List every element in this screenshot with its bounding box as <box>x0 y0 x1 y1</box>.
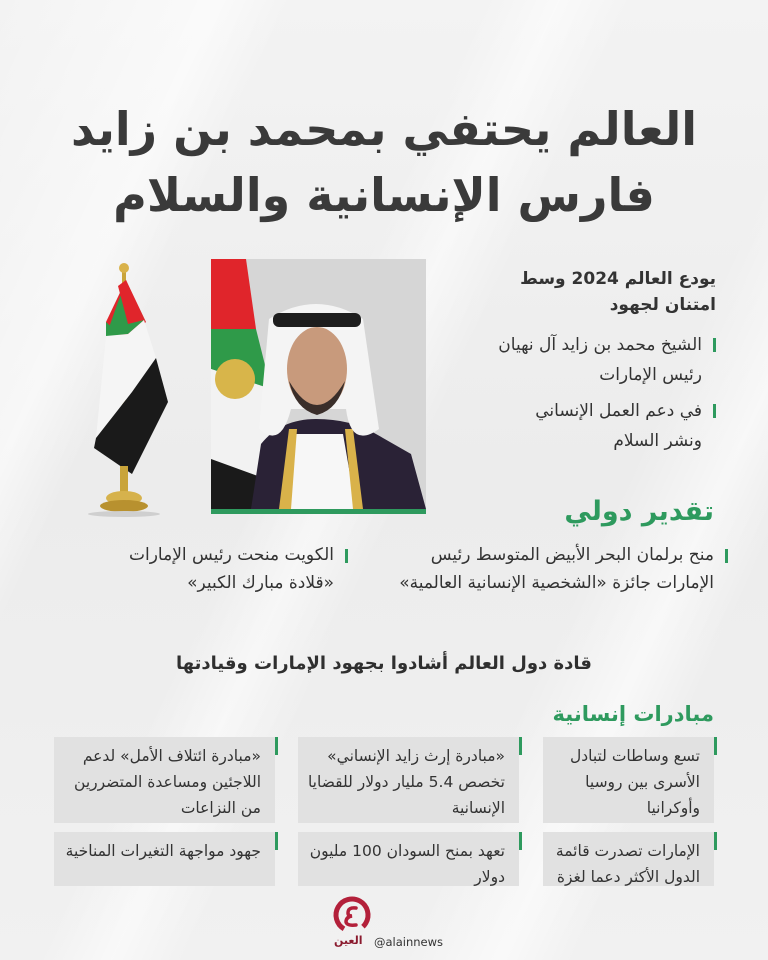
title-line-2: فارس الإنسانية والسلام <box>113 168 655 222</box>
portrait-image <box>211 259 426 514</box>
intro-bullet-line: رئيس الإمارات <box>599 365 702 385</box>
intro-lead <box>436 266 716 318</box>
intro-bullet-line: ونشر السلام <box>613 431 702 451</box>
initiative-card: «مبادرة ائتلاف الأمل» لدعم اللاجئين ومساعدة المتضررين من النزاعات <box>54 737 275 823</box>
award-text: منح برلمان البحر الأبيض المتوسط رئيس الإمارات جائزة «الشخصية الإنسانية العالمية» <box>368 541 728 597</box>
flag-icon <box>88 262 178 520</box>
initiative-card: «مبادرة إرث زايد الإنساني» تخصص 5.4 مليار دولار للقضايا الإنسانية <box>298 737 519 823</box>
portrait-icon <box>211 259 426 509</box>
footer-handle[interactable]: @alainnews <box>374 935 444 949</box>
initiative-card: جهود مواجهة التغيرات المناخية <box>54 832 275 886</box>
alain-logo-icon <box>332 895 372 935</box>
leaders-statement: قادة دول العالم أشادوا بجهود الإمارات وقيادتها <box>176 653 592 674</box>
initiative-card: تعهد بمنح السودان 100 مليون دولار <box>298 832 519 886</box>
title-line-1: العالم يحتفي بمحمد بن زايد <box>71 102 697 156</box>
uae-table-flag-image <box>88 262 178 520</box>
footer-brand: العين <box>334 934 363 947</box>
page-title <box>60 96 708 228</box>
award-text: الكويت منحت رئيس الإمارات «قلادة مبارك الكبير» <box>88 541 348 597</box>
intro-bullet-line: في دعم العمل الإنساني <box>535 401 702 421</box>
international-heading: تقدير دولي <box>564 496 714 527</box>
award-item <box>88 541 348 603</box>
intro-bullet <box>436 396 716 456</box>
intro-bullet-line: الشيخ محمد بن زايد آل نهيان <box>498 335 702 355</box>
initiative-card: الإمارات تصدرت قائمة الدول الأكثر دعما لغزة <box>543 832 714 886</box>
intro-bullet <box>436 330 716 390</box>
intro-lead-line-2: امتنان لجهود <box>609 295 716 315</box>
intro-section <box>436 266 716 462</box>
humanitarian-heading: مبادرات إنسانية <box>552 702 714 726</box>
initiative-card: تسع وساطات لتبادل الأسرى بين روسيا وأوكرانيا <box>543 737 714 823</box>
intro-lead-line-1: يودع العالم 2024 وسط <box>520 269 716 289</box>
award-item <box>368 541 728 603</box>
